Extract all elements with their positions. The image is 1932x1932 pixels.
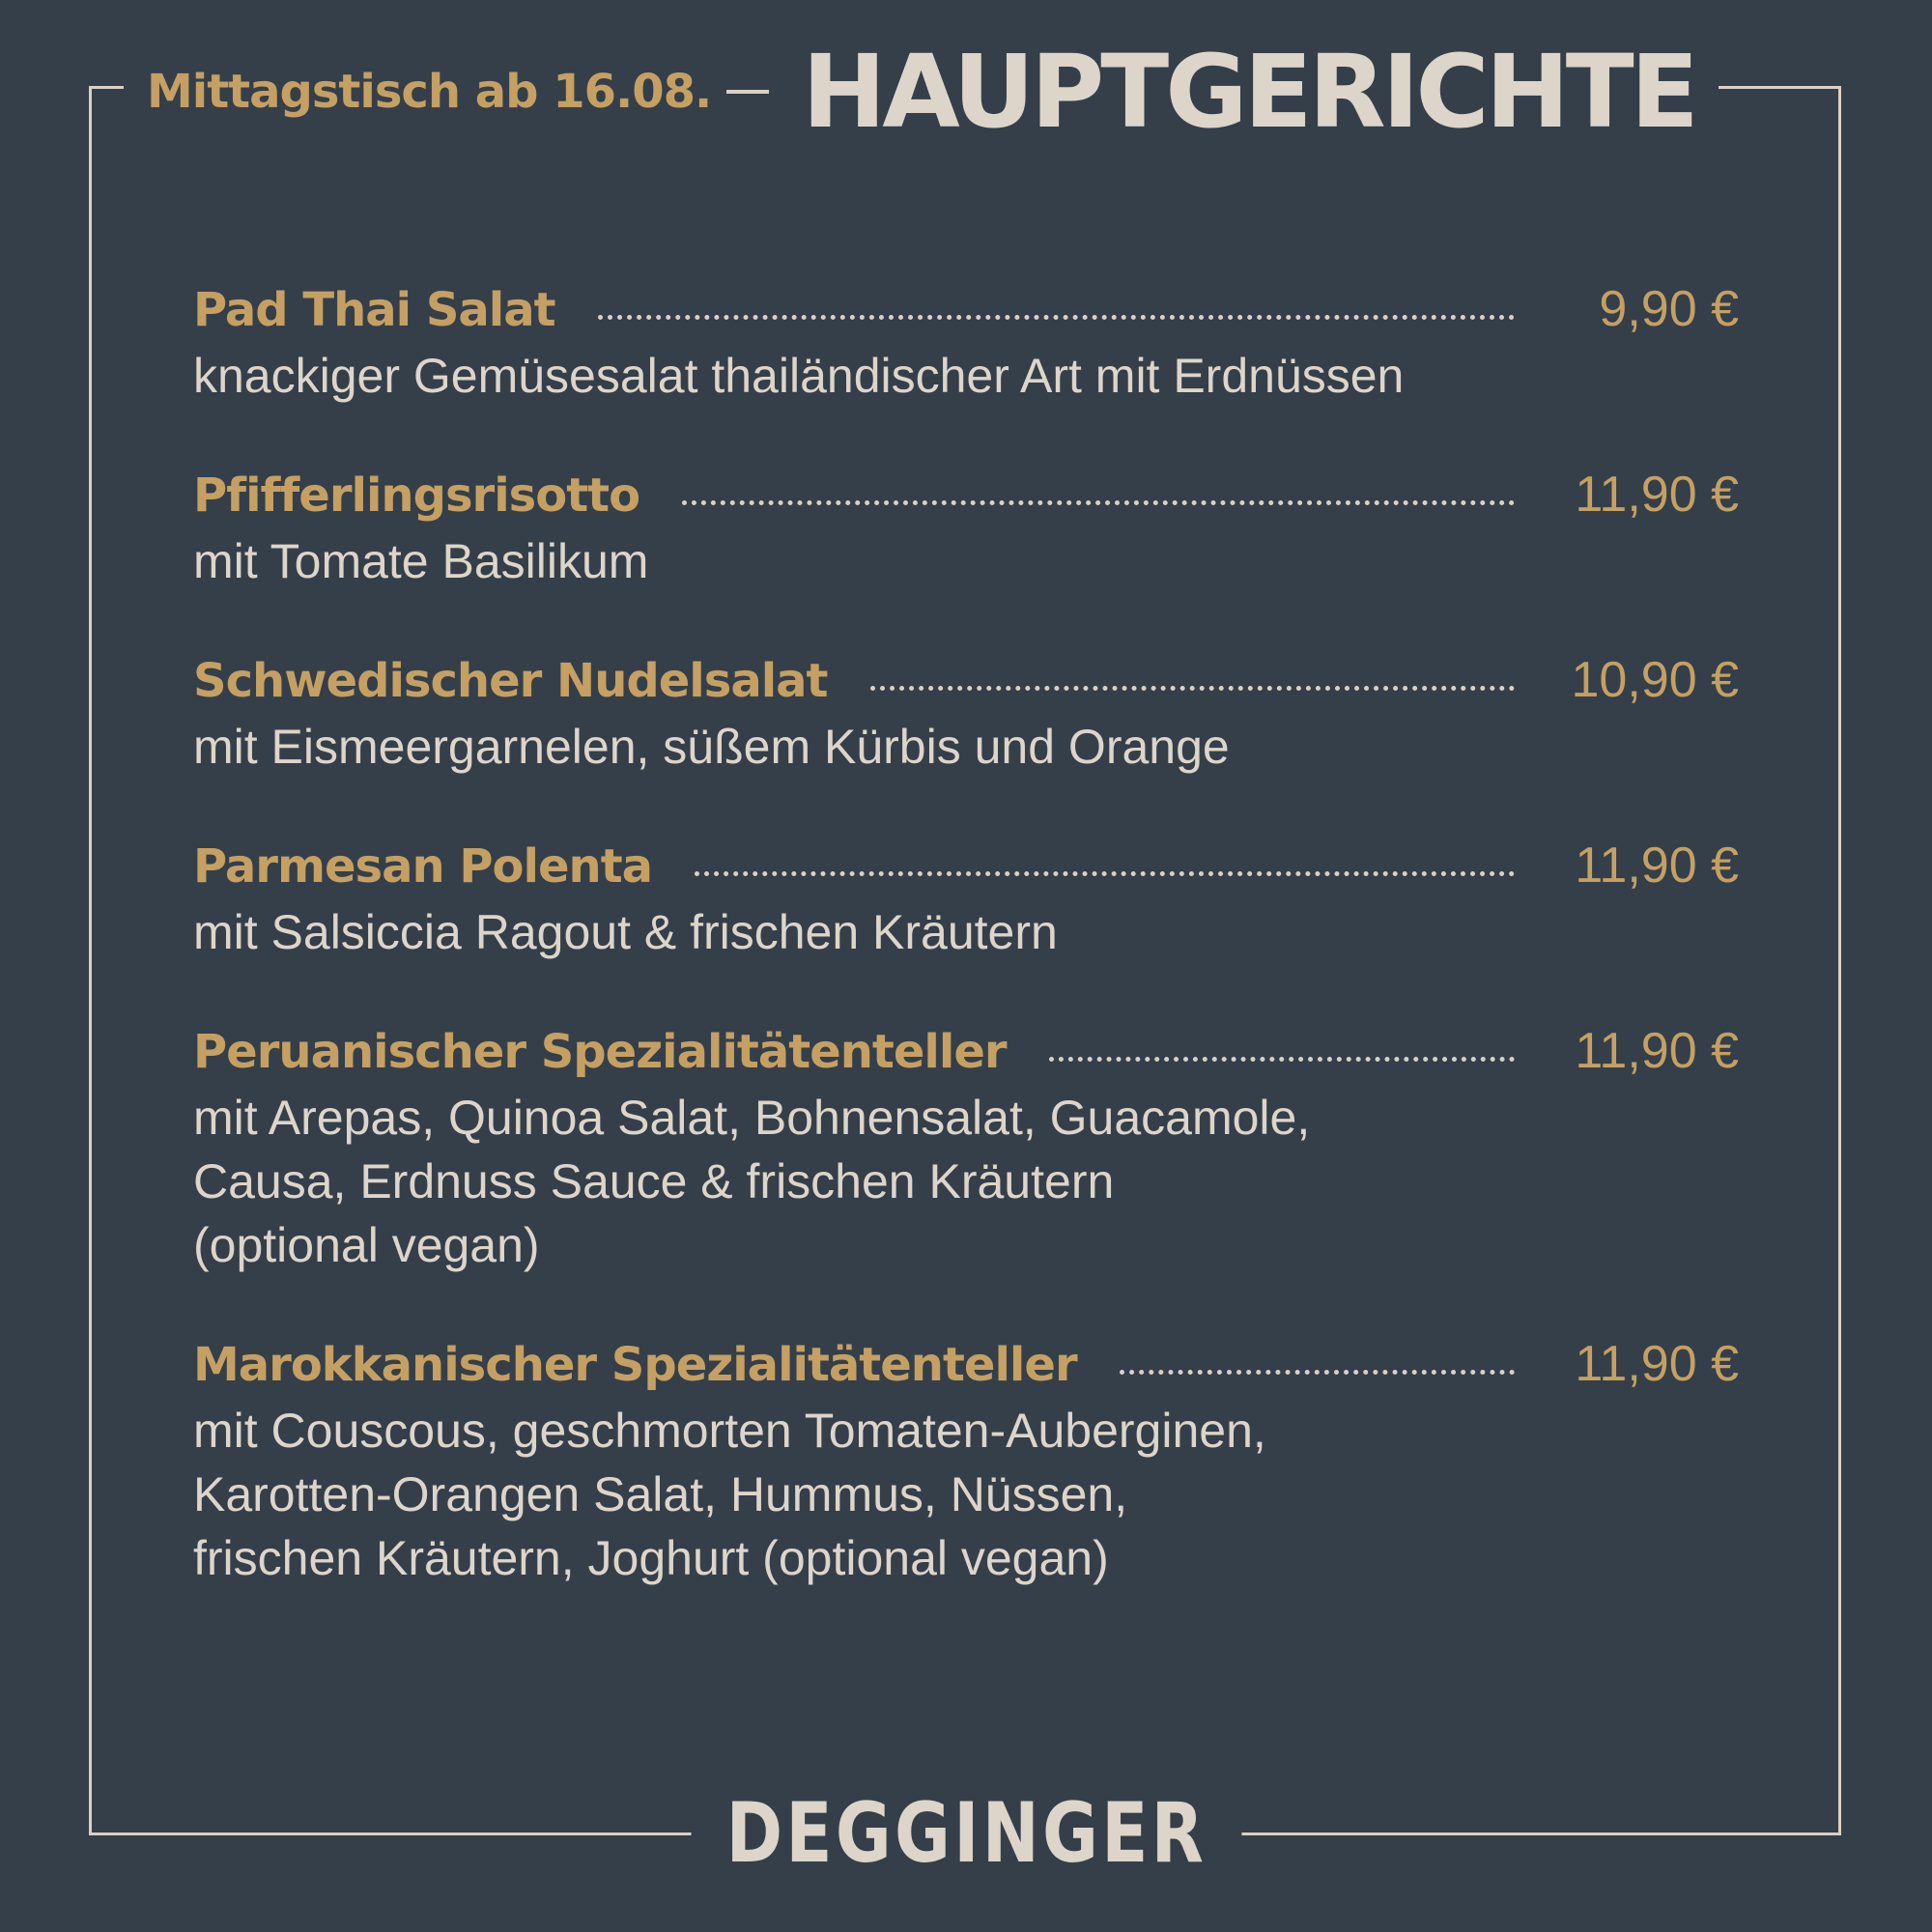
- menu-item-price: 11,90 €: [1575, 1023, 1739, 1079]
- menu-item-description: mit Arepas, Quinoa Salat, Bohnensalat, Guacamole, Causa, Erdnuss Sauce & frischen Kräutern (optional vegan): [193, 1091, 1311, 1272]
- menu-item: [193, 1335, 1739, 1590]
- menu-item-header: [193, 280, 1739, 344]
- menu-item: [193, 466, 1739, 593]
- dotted-leader: [1049, 1057, 1515, 1062]
- menu-item: [193, 280, 1739, 408]
- menu-item-price: 11,90 €: [1575, 1336, 1739, 1392]
- menu-item: [193, 1022, 1739, 1277]
- dotted-leader: [870, 686, 1516, 691]
- dotted-leader: [1120, 1370, 1515, 1375]
- menu-item-description: mit Salsiccia Ragout & frischen Kräutern: [193, 905, 1058, 959]
- menu-item-description: mit Tomate Basilikum: [193, 534, 649, 588]
- menu-title: HAUPTGERICHTE: [802, 33, 1695, 151]
- menu-list: [193, 280, 1739, 1648]
- dotted-leader: [695, 871, 1515, 876]
- header-dash: [726, 90, 769, 94]
- menu-item-header: [193, 651, 1739, 715]
- menu-item-name: Parmesan Polenta: [193, 839, 653, 894]
- menu-item-price: 10,90 €: [1571, 652, 1739, 708]
- menu-item-name: Peruanischer Spezialitätenteller: [193, 1025, 1007, 1079]
- menu-item-price: 11,90 €: [1575, 467, 1739, 523]
- menu-item-price: 11,90 €: [1575, 838, 1739, 894]
- menu-header: [124, 33, 1719, 151]
- brand-logo: DEGGINGER: [691, 1785, 1241, 1882]
- menu-item-header: [193, 466, 1739, 529]
- menu-item-description: mit Couscous, geschmorten Tomaten-Auberginen, Karotten-Orangen Salat, Hummus, Nüssen, frischen Kräutern, Joghurt (optional vegan): [193, 1404, 1266, 1585]
- menu-item-header: [193, 1335, 1739, 1399]
- menu-item-price: 9,90 €: [1599, 281, 1739, 337]
- menu-item-name: Schwedischer Nudelsalat: [193, 654, 828, 708]
- menu-item-name: Marokkanischer Spezialitätenteller: [193, 1338, 1077, 1392]
- dotted-leader: [682, 500, 1515, 505]
- dotted-leader: [598, 315, 1515, 320]
- menu-subtitle: Mittagstisch ab 16.08.: [147, 65, 712, 119]
- menu-item-name: Pfifferlingsrisotto: [193, 469, 640, 523]
- menu-item: [193, 837, 1739, 964]
- menu-item-description: knackiger Gemüsesalat thailändischer Art mit Erdnüssen: [193, 349, 1405, 403]
- menu-item: [193, 651, 1739, 779]
- menu-footer: [0, 1785, 1932, 1882]
- menu-item-description: mit Eismeergarnelen, süßem Kürbis und Orange: [193, 720, 1230, 774]
- menu-item-header: [193, 1022, 1739, 1086]
- menu-item-header: [193, 837, 1739, 900]
- menu-item-name: Pad Thai Salat: [193, 283, 555, 337]
